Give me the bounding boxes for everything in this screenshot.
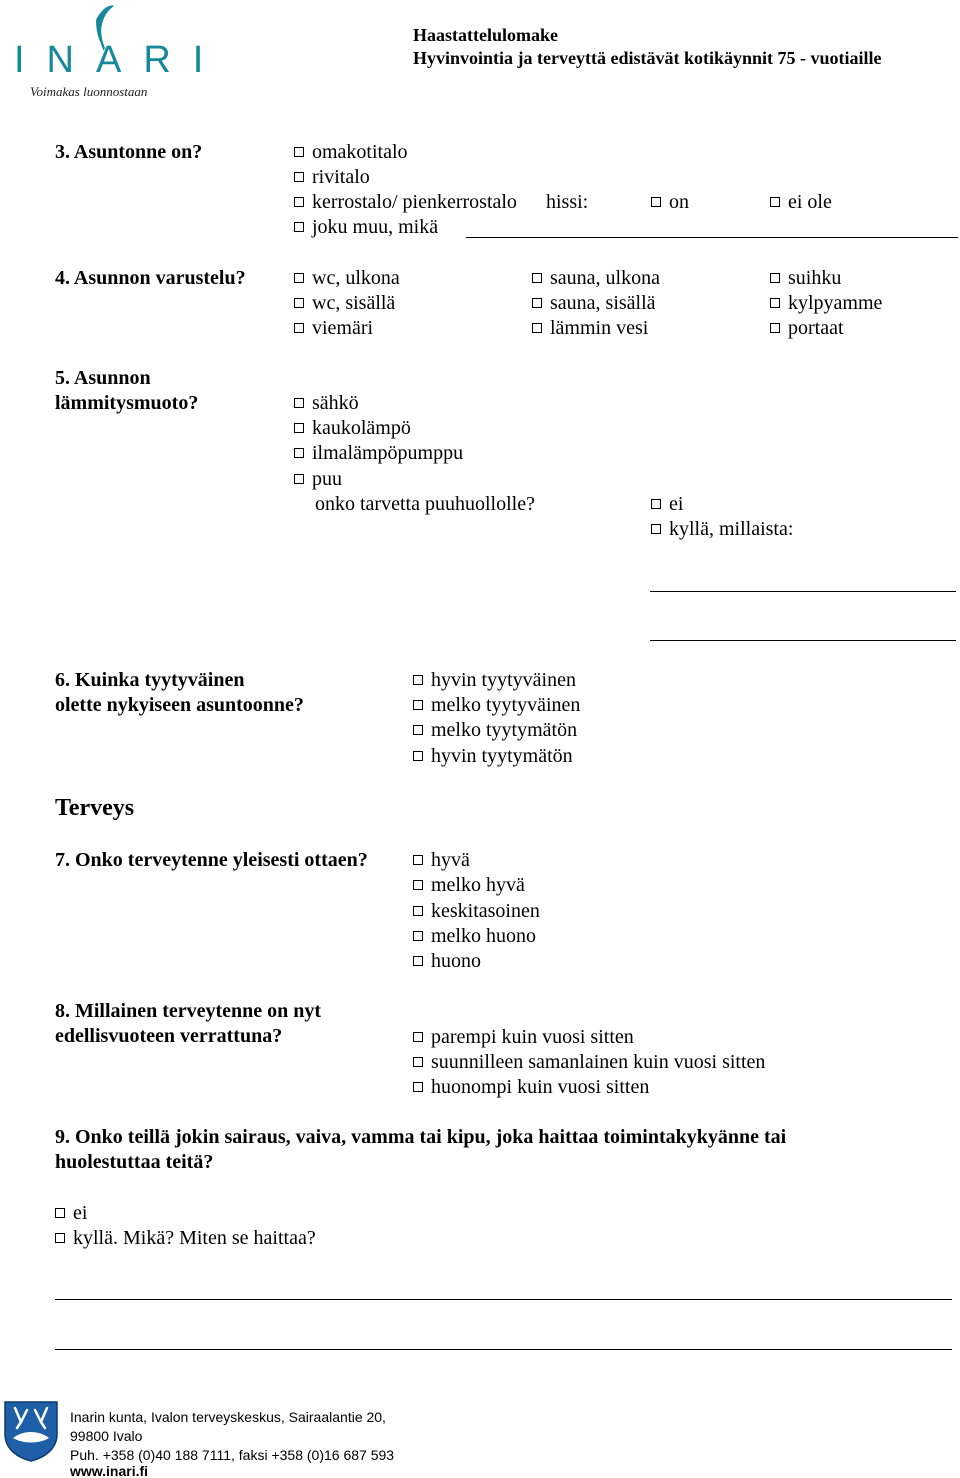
q9-ei[interactable]: ei xyxy=(55,1201,87,1226)
checkbox[interactable] xyxy=(55,1233,65,1243)
q4-sauna-ulkona[interactable]: sauna, ulkona xyxy=(532,266,660,291)
checkbox[interactable] xyxy=(770,273,780,283)
question-6-label-line2: olette nykyiseen asuntoonne? xyxy=(55,694,304,716)
q8-parempi[interactable]: parempi kuin vuosi sitten xyxy=(413,1025,634,1050)
question-6-label-line1: 6. Kuinka tyytyväinen xyxy=(55,669,245,691)
checkbox[interactable] xyxy=(55,1208,65,1218)
question-8-label-line2: edellisvuoteen verrattuna? xyxy=(55,1025,283,1047)
footer-phone: Puh. +358 (0)40 188 7111, faksi +358 (0)16 687 593 xyxy=(70,1447,395,1463)
q7-keskitasoinen[interactable]: keskitasoinen xyxy=(413,899,540,924)
question-5-label-line1: 5. Asunnon xyxy=(55,367,151,389)
q7-melko-huono[interactable]: melko huono xyxy=(413,924,536,949)
q4-viemari[interactable]: viemäri xyxy=(294,316,373,341)
checkbox[interactable] xyxy=(651,499,661,509)
question-8-label-line1: 8. Millainen terveytenne on nyt xyxy=(55,1000,322,1022)
q6-melko-tyytymaton[interactable]: melko tyytymätön xyxy=(413,718,577,743)
q5-sub-ei[interactable]: ei xyxy=(651,492,683,517)
question-9-label-line1: 9. Onko teillä jokin sairaus, vaiva, vamma tai kipu, joka haittaa toimintakykyänne tai xyxy=(55,1126,787,1148)
q4-lammin-vesi[interactable]: lämmin vesi xyxy=(532,316,648,341)
question-5-label-line2: lämmitysmuoto? xyxy=(55,392,199,414)
q3-option-omakotitalo[interactable]: omakotitalo xyxy=(294,140,408,165)
question-4-label: 4. Asunnon varustelu? xyxy=(55,267,246,289)
checkbox[interactable] xyxy=(413,906,423,916)
q3-hissi-ei-ole[interactable]: ei ole xyxy=(770,190,832,215)
q5-kaukolampo[interactable]: kaukolämpö xyxy=(294,416,411,441)
question-9-label-line2: huolestuttaa teitä? xyxy=(55,1151,214,1173)
q4-wc-sisalla[interactable]: wc, sisällä xyxy=(294,291,395,316)
checkbox[interactable] xyxy=(413,751,423,761)
footer-address-line1: Inarin kunta, Ivalon terveyskeskus, Sairaalantie 20, xyxy=(70,1409,386,1425)
q6-melko-tyytyvainen[interactable]: melko tyytyväinen xyxy=(413,693,580,718)
checkbox[interactable] xyxy=(294,172,304,182)
q4-kylpyamme[interactable]: kylpyamme xyxy=(770,291,882,316)
q5-sahko[interactable]: sähkö xyxy=(294,391,359,416)
checkbox[interactable] xyxy=(651,524,661,534)
checkbox[interactable] xyxy=(294,197,304,207)
checkbox[interactable] xyxy=(532,298,542,308)
checkbox[interactable] xyxy=(413,1082,423,1092)
q4-suihku[interactable]: suihku xyxy=(770,266,841,291)
section-heading-terveys: Terveys xyxy=(55,795,135,821)
checkbox[interactable] xyxy=(294,423,304,433)
logo-tagline: Voimakas luonnostaan xyxy=(30,84,148,99)
checkbox[interactable] xyxy=(294,398,304,408)
q3-option-rivitalo[interactable]: rivitalo xyxy=(294,165,370,190)
q3-option-kerrostalo[interactable]: kerrostalo/ pienkerrostalo xyxy=(294,190,517,215)
checkbox[interactable] xyxy=(294,273,304,283)
footer-website-link[interactable]: www.inari.fi xyxy=(70,1465,149,1478)
q7-hyva[interactable]: hyvä xyxy=(413,848,470,873)
q3-option-joku-muu[interactable]: joku muu, mikä xyxy=(294,215,438,240)
checkbox[interactable] xyxy=(413,675,423,685)
checkbox[interactable] xyxy=(532,323,542,333)
logo-wordmark: INARI xyxy=(14,39,226,81)
q9-answer-line-1[interactable] xyxy=(55,1299,952,1300)
checkbox[interactable] xyxy=(294,298,304,308)
q9-kylla[interactable]: kyllä. Mikä? Miten se haittaa? xyxy=(55,1226,316,1251)
checkbox[interactable] xyxy=(294,222,304,232)
form-subtitle: Hyvinvointia ja terveyttä edistävät kotikäynnit 75 - vuotiaille xyxy=(413,48,882,68)
checkbox[interactable] xyxy=(413,880,423,890)
q5-answer-line-1[interactable] xyxy=(650,591,956,592)
checkbox[interactable] xyxy=(294,448,304,458)
checkbox[interactable] xyxy=(413,931,423,941)
q6-hyvin-tyytymaton[interactable]: hyvin tyytymätön xyxy=(413,744,573,769)
checkbox[interactable] xyxy=(770,323,780,333)
q3-hissi-label: hissi: xyxy=(546,191,589,213)
checkbox[interactable] xyxy=(413,725,423,735)
checkbox[interactable] xyxy=(532,273,542,283)
form-title: Haastattelulomake xyxy=(413,25,558,45)
q9-answer-line-2[interactable] xyxy=(55,1349,952,1350)
q5-answer-line-2[interactable] xyxy=(650,640,956,641)
question-3-label: 3. Asuntonne on? xyxy=(55,141,203,163)
q4-wc-ulkona[interactable]: wc, ulkona xyxy=(294,266,400,291)
checkbox[interactable] xyxy=(770,197,780,207)
checkbox[interactable] xyxy=(413,700,423,710)
question-7-label: 7. Onko terveytenne yleisesti ottaen? xyxy=(55,849,368,871)
checkbox[interactable] xyxy=(294,323,304,333)
checkbox[interactable] xyxy=(413,1057,423,1067)
q7-melko-hyva[interactable]: melko hyvä xyxy=(413,873,525,898)
checkbox[interactable] xyxy=(413,956,423,966)
q6-hyvin-tyytyvainen[interactable]: hyvin tyytyväinen xyxy=(413,668,576,693)
q4-portaat[interactable]: portaat xyxy=(770,316,844,341)
q5-ilmalampopumppu[interactable]: ilmalämpöpumppu xyxy=(294,441,463,466)
q7-huono[interactable]: huono xyxy=(413,949,481,974)
q5-sub-question: onko tarvetta puuhuollolle? xyxy=(315,493,535,515)
checkbox[interactable] xyxy=(651,197,661,207)
checkbox[interactable] xyxy=(413,1032,423,1042)
municipality-coat-of-arms-icon xyxy=(3,1400,59,1462)
q3-hissi-on[interactable]: on xyxy=(651,190,689,215)
q3-answer-line[interactable] xyxy=(466,237,958,238)
checkbox[interactable] xyxy=(770,298,780,308)
footer-address-line2: 99800 Ivalo xyxy=(70,1428,143,1444)
q5-sub-kylla[interactable]: kyllä, millaista: xyxy=(651,517,793,542)
q5-puu[interactable]: puu xyxy=(294,467,342,492)
checkbox[interactable] xyxy=(294,474,304,484)
q4-sauna-sisalla[interactable]: sauna, sisällä xyxy=(532,291,656,316)
q8-samanlainen[interactable]: suunnilleen samanlainen kuin vuosi sitten xyxy=(413,1050,765,1075)
q8-huonompi[interactable]: huonompi kuin vuosi sitten xyxy=(413,1075,649,1100)
checkbox[interactable] xyxy=(413,855,423,865)
checkbox[interactable] xyxy=(294,147,304,157)
